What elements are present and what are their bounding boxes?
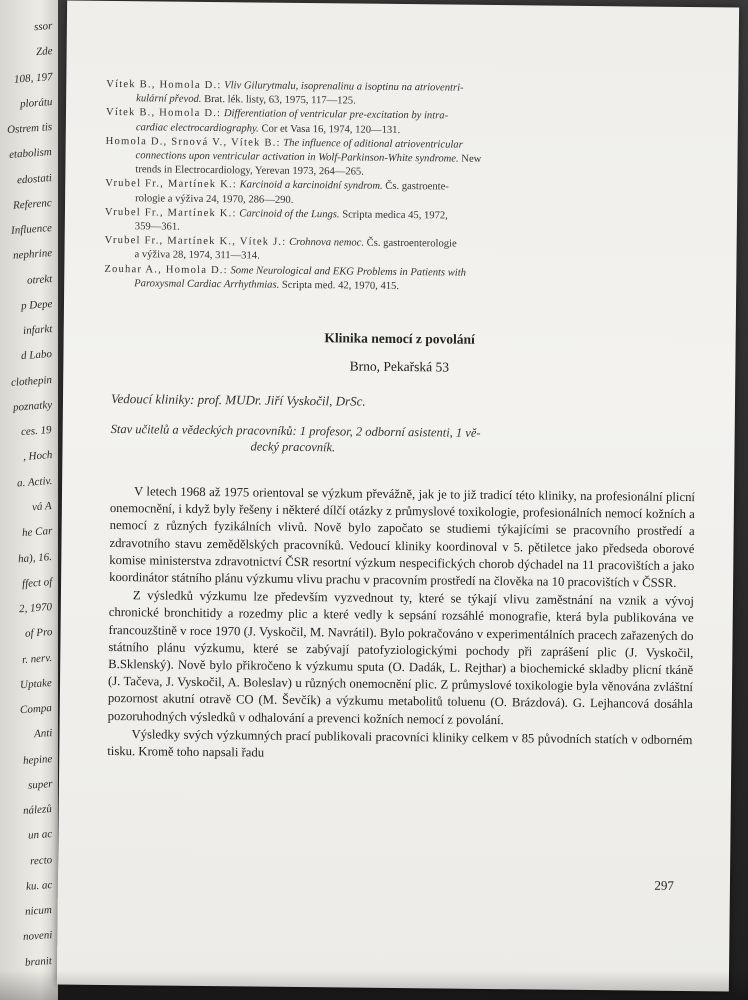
bottom-shadow xyxy=(0,970,748,1000)
reference-authors: Homola D., Srnová V., Vítek B.: xyxy=(105,135,281,149)
facing-page-fragment: ha), 16. xyxy=(17,550,53,565)
facing-page-fragment: noveni xyxy=(22,929,53,944)
reference-title: Some Neurological and EKG Problems in Patients with xyxy=(230,264,467,279)
reference-title-cont: kulární převod. xyxy=(136,93,202,106)
reference-source: Čs. gastroenterologie xyxy=(363,237,457,250)
facing-page-fragment: recto xyxy=(29,853,53,868)
reference-list xyxy=(104,78,686,297)
facing-page-fragment: clothepin xyxy=(10,373,53,389)
facing-page-fragment: plorátu xyxy=(19,95,53,111)
reference-source: New xyxy=(458,153,482,165)
facing-page-fragment: etabolism xyxy=(8,146,53,162)
reference-title: The influence of aditional atrioventricular xyxy=(283,137,463,151)
clinic-address: Brno, Pekařská 53 xyxy=(349,358,450,375)
facing-page-fragment: infarkt xyxy=(22,323,53,338)
paragraph: V letech 1968 až 1975 orientoval se výzkum převážně, jak je to již tradicí této kliniky, na profesionální plicní onemocnění, i když byly řešeny i některé dílčí otázky z průmyslové toxikologie, profesionálních nemocí kožních a nemocí z různých fyzikálních vlivů. Nově bylo započato se studiemi týkajícími se pracovního prostředí a zdravotního stavu zemědělských pracovníků. Vedoucí kliniky koordinoval v 5. pětiletce jako předseda oborové komise ministerstva zdravotnictví ČSR resortní výzkum nespecifických chorob dýchadel na 11 pracovištích a jako koordinátor státního plánu výzkumu vlivu prachu v pracovním prostředí na člověka na 10 pracovištích v ČSSR. xyxy=(109,484,696,590)
staff-count xyxy=(110,421,690,459)
facing-page-fragment: ffect of xyxy=(21,575,53,590)
facing-page-fragment: r. nerv. xyxy=(21,651,53,666)
facing-page-fragment: Ostrem tis xyxy=(6,121,53,137)
reference-title: Crohnova nemoc. xyxy=(289,237,365,249)
reference-continuation xyxy=(104,277,684,297)
facing-page-fragment: 2, 1970 xyxy=(18,601,53,616)
facing-page-fragment: Influence xyxy=(10,222,53,237)
reference-entry xyxy=(104,263,684,297)
facing-page-fragment: 108, 197 xyxy=(13,70,53,86)
reference-title-cont: connections upon ventricular activation in Wolf-Parkinson-White syndrome. xyxy=(135,150,459,165)
facing-page-fragment: Anti xyxy=(33,727,53,741)
paragraph: Z výsledků výzkumu lze především vyzvednout ty, které se týkají vlivu zaměstnání na vznik a vývoj chronické bronchitidy a rozedmy plic a které vedly k sepsání rozsáhlé monografie, která byla publikována ve francouzštině v roce 1970 (J. Vyskočil, M. Navrátil). Bylo pokračováno v experimentálních pracech zařazených do státního plánu výzkumu, které se zabývají patofyziologickými pochody při zaprášení plic (J. Vyskočil, B.Sklenský). Nově bylo přikročeno k výzkumu sputa (O. Dadák, L. Rejthar) a biochemické skladby plicní tkáně (J. Tačeva, J. Vyskočil, A. Boleslav) u různých onemocnění plic. Z průmyslové toxikologie byla věnována zvláštní pozornost akutní otravě CO (M. Ševčík) a výzkumu metabolitů toluenu (O. Brázdová). G. Lejhancová dosáhla pozoruhodných výsledků v odhalování a prevenci kožních nemocí z povolání. xyxy=(107,588,694,727)
reference-source-cont: 359—361. xyxy=(134,221,180,233)
facing-page-fragment: nálezů xyxy=(22,803,53,818)
reference-authors: Vrubel Fr., Martínek K.: xyxy=(105,178,238,191)
facing-page-fragment: Compa xyxy=(19,702,53,717)
facing-page-fragment: a. Activ. xyxy=(16,474,53,490)
facing-page-fragment: ku. ac xyxy=(25,878,53,893)
facing-page-fragment: branit xyxy=(24,954,53,969)
facing-page-edge xyxy=(0,0,58,1000)
facing-page-fragment: poznatky xyxy=(12,398,53,414)
page-number: 297 xyxy=(654,877,675,893)
staff-line-1: Stav učitelů a vědeckých pracovníků: 1 profesor, 2 odborní asistenti, 1 vě- xyxy=(110,421,481,440)
reference-title: Carcinoid of the Lungs. xyxy=(239,208,340,221)
reference-source-cont: a výživa 28, 1974, 311—314. xyxy=(134,249,260,262)
facing-page-fragment: he Car xyxy=(21,525,53,540)
facing-page-fragment: vá A xyxy=(31,500,53,514)
reference-authors: Zouhar A., Homola D.: xyxy=(104,263,228,276)
reference-source: Scripta med. 42, 1970, 415. xyxy=(279,279,400,292)
reference-authors: Vrubel Fr., Martínek K.: xyxy=(104,206,237,220)
reference-title-cont: Paroxysmal Cardiac Arrhythmias. xyxy=(134,278,280,291)
book-page xyxy=(57,1,739,992)
facing-page-fragment: un ac xyxy=(27,828,53,843)
facing-page-fragment: hepine xyxy=(22,752,53,767)
body-text xyxy=(107,483,695,766)
reference-source: Cor et Vasa 16, 1974, 120—131. xyxy=(258,123,401,136)
reference-title: Differentiation of ventricular pre-excitation by intra- xyxy=(223,108,449,122)
clinic-head: Vedoucí kliniky: prof. MUDr. Jiří Vyskočil, DrSc. xyxy=(110,390,366,409)
facing-page-fragment: otrekt xyxy=(26,272,53,287)
reference-source: Scripta medica 45, 1972, xyxy=(339,209,448,222)
reference-authors: Vítek B., Homola D.: xyxy=(105,107,222,120)
reference-entry xyxy=(105,135,685,184)
section-heading: Klinika nemocí z povolání xyxy=(324,330,475,347)
facing-page-fragment: ssor xyxy=(33,20,53,34)
facing-page-fragment: Referenc xyxy=(12,196,53,212)
reference-authors: Vrubel Fr., Martínek K., Vítek J.: xyxy=(104,235,287,249)
reference-source-cont: rologie a výživa 24, 1970, 286—290. xyxy=(135,192,294,206)
reference-source: Brat. lék. listy, 63, 1975, 117—125. xyxy=(201,94,356,107)
facing-page-fragment: nephrine xyxy=(12,247,53,263)
facing-page-fragment: nicum xyxy=(24,904,53,919)
reference-title: Vliv Gilurytmalu, isoprenalinu a isoptinu na atrioventri- xyxy=(224,80,464,94)
facing-page-fragment: of Pro xyxy=(24,626,53,641)
staff-line-2: decký pracovník. xyxy=(250,439,336,455)
paragraph: Výsledky svých výzkumných prací publikovali pracovníci kliniky celkem v 85 původních statích v odborném tisku. Kromě toho napsali řadu xyxy=(107,727,693,760)
reference-title: Karcinoid a karcinoidní syndrom. xyxy=(239,179,383,193)
facing-page-fragment: p Depe xyxy=(20,297,53,313)
facing-page-fragment: Zde xyxy=(35,45,53,59)
facing-page-fragment: edostati xyxy=(16,171,53,186)
reference-source-cont: trends in Electrocardiology, Yerevan 1973, 264—265. xyxy=(135,164,364,178)
reference-authors: Vítek B., Homola D.: xyxy=(106,78,222,92)
reference-title-cont: cardiac electrocardiography. xyxy=(135,121,259,135)
facing-page-fragment: , Hoch xyxy=(22,449,53,464)
facing-page-fragment: ces. 19 xyxy=(21,424,53,439)
facing-page-fragment: d Labo xyxy=(20,348,53,363)
facing-page-fragment: Uptake xyxy=(19,676,53,692)
facing-page-fragment: super xyxy=(27,777,53,792)
reference-source: Čs. gastroente- xyxy=(382,181,449,193)
